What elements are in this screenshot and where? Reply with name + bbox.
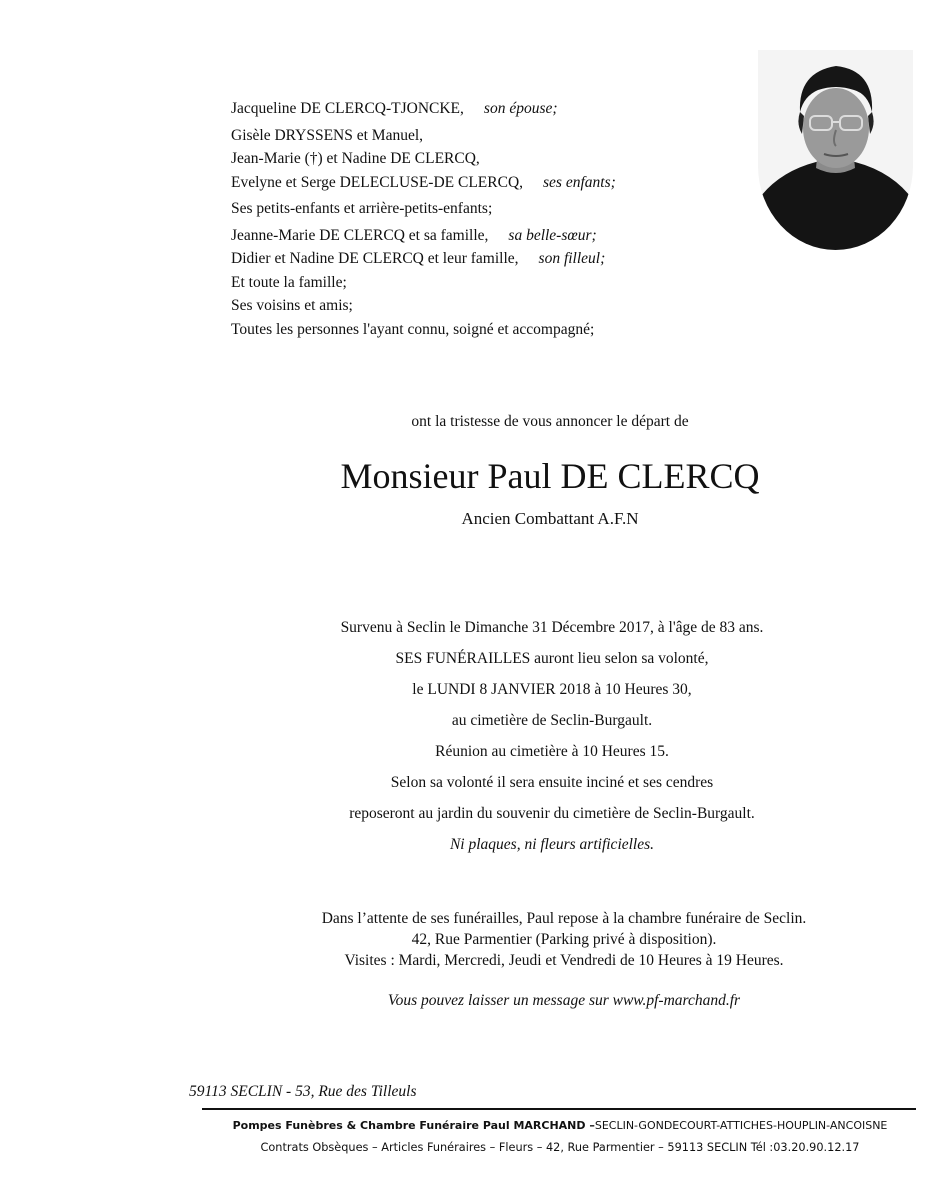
details-line: Ni plaques, ni fleurs artificielles. <box>449 836 655 853</box>
footer-divider <box>202 1108 916 1110</box>
family-group <box>231 124 751 195</box>
condolence-message: Vous pouvez laisser un message sur www.pf-marchand.fr <box>387 992 741 1009</box>
family-line <box>231 97 751 121</box>
family-member-text: Gisèle DRYSSENS et Manuel, <box>231 126 424 144</box>
family-relation: son épouse; <box>483 100 558 117</box>
details-line: Réunion au cimetière à 10 Heures 15. <box>435 743 669 760</box>
family-member-text: Jeanne-Marie DE CLERCQ et sa famille, <box>231 226 489 244</box>
family-relation: ses enfants; <box>543 173 616 191</box>
deceased-name: Monsieur Paul DE CLERCQ <box>340 456 760 496</box>
portrait-photo <box>758 50 913 250</box>
family-line <box>231 171 751 195</box>
details-line: au cimetière de Seclin-Burgault. <box>451 712 653 729</box>
family-relation: son filleul; <box>538 250 606 267</box>
family-member-text: Evelyne et Serge DELECLUSE-DE CLERCQ, <box>231 173 524 191</box>
family-line <box>231 318 751 342</box>
family-member-text: Toutes les personnes l'ayant connu, soigné et accompagné; <box>231 320 595 338</box>
family-member-text: Jean-Marie (†) et Nadine DE CLERCQ, <box>231 150 480 167</box>
details-line: le LUNDI 8 JANVIER 2018 à 10 Heures 30, <box>412 681 692 698</box>
family-relation: sa belle-sœur; <box>508 226 597 244</box>
repose-line: 42, Rue Parmentier (Parking privé à disposition). <box>411 931 717 948</box>
repose-line: Dans l’attente de ses funérailles, Paul repose à la chambre funéraire de Seclin. <box>321 910 807 927</box>
family-line <box>231 271 751 295</box>
address-text: 59113 SECLIN - 53, Rue des Tilleuls <box>189 1083 417 1100</box>
deceased-title: Ancien Combattant A.F.N <box>461 509 639 528</box>
family-group <box>231 197 751 221</box>
details-line: SES FUNÉRAILLES auront lieu selon sa volonté, <box>395 650 709 667</box>
family-member-text: Didier et Nadine DE CLERCQ et leur famille, <box>231 250 519 267</box>
family-group <box>231 97 751 121</box>
company-towns: SECLIN-GONDECOURT-ATTICHES-HOUPLIN-ANCOISNE <box>594 1119 888 1132</box>
family-line <box>231 294 751 318</box>
family-member-text: Ses voisins et amis; <box>231 297 353 314</box>
footer-services: Contrats Obsèques – Articles Funéraires – Fleurs – 42, Rue Parmentier – 59113 SECLIN Tél :03.20.90.12.17 <box>260 1141 860 1154</box>
repose-info <box>160 908 947 971</box>
footer-company <box>200 1119 920 1132</box>
details-line: Survenu à Seclin le Dimanche 31 Décembre 2017, à l'âge de 83 ans. <box>340 619 764 636</box>
details-line: reposeront au jardin du souvenir du cimetière de Seclin-Burgault. <box>349 805 755 822</box>
family-list <box>231 97 751 344</box>
family-line <box>231 124 751 148</box>
family-line <box>231 247 751 271</box>
family-group <box>231 224 751 342</box>
family-member-text: Et toute la famille; <box>231 273 347 291</box>
family-line <box>231 147 751 171</box>
family-line <box>231 197 751 221</box>
announcement-text: ont la tristesse de vous annoncer le départ de <box>411 413 689 430</box>
family-member-text: Ses petits-enfants et arrière-petits-enfants; <box>231 200 493 217</box>
family-member-text: Jacqueline DE CLERCQ-TJONCKE, <box>231 100 464 117</box>
family-line <box>231 224 751 248</box>
funeral-details <box>150 612 947 860</box>
company-name: Pompes Funèbres & Chambre Funéraire Paul MARCHAND – <box>232 1119 595 1132</box>
repose-line: Visites : Mardi, Mercredi, Jeudi et Vendredi de 10 Heures à 19 Heures. <box>344 952 784 969</box>
details-line: Selon sa volonté il sera ensuite inciné et ses cendres <box>390 774 714 791</box>
